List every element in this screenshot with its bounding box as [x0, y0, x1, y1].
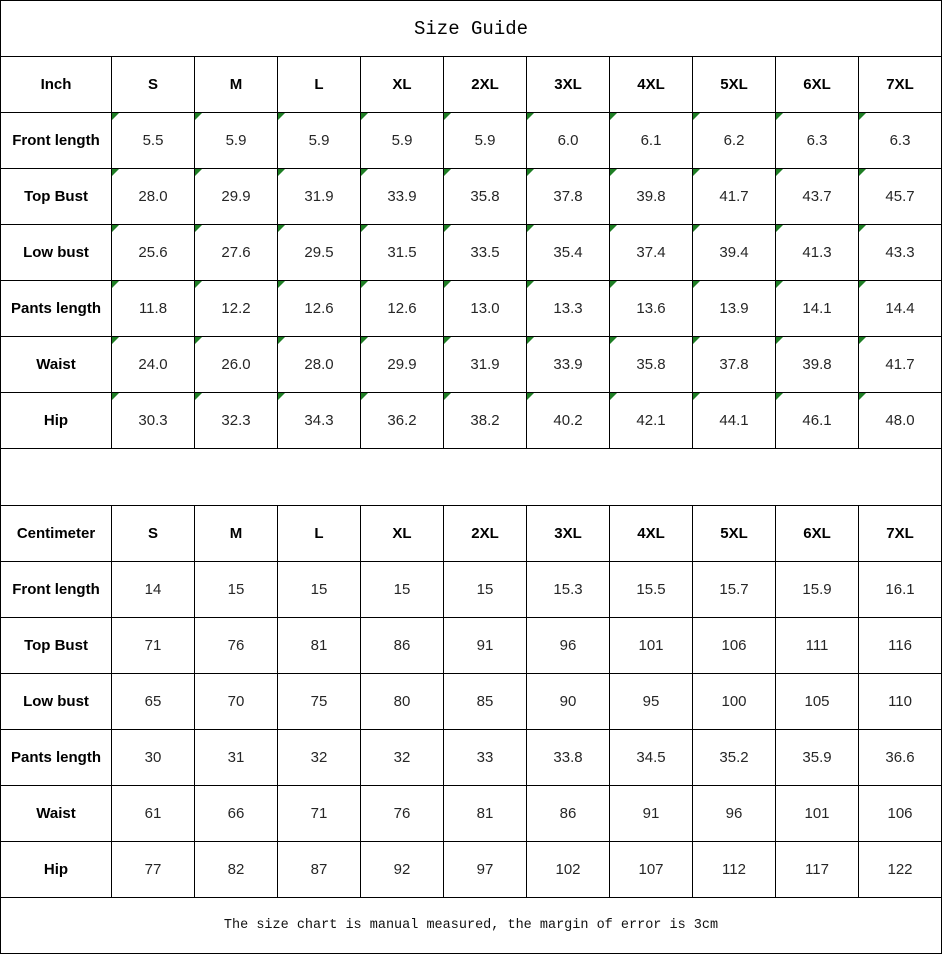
value-cell: 14.1	[776, 281, 859, 337]
value-cell: 81	[278, 618, 361, 674]
value-cell: 90	[527, 674, 610, 730]
value-cell: 87	[278, 842, 361, 898]
unit-header-cell: Centimeter	[1, 506, 112, 562]
cell-corner-marker-icon	[444, 393, 451, 400]
cell-corner-marker-icon	[610, 281, 617, 288]
cell-corner-marker-icon	[527, 225, 534, 232]
value-cell: 102	[527, 842, 610, 898]
value-cell: 37.8	[693, 337, 776, 393]
value-cell: 15.9	[776, 562, 859, 618]
size-column-header: 3XL	[527, 57, 610, 113]
size-column-header: 5XL	[693, 57, 776, 113]
size-column-header: S	[112, 506, 195, 562]
value-cell: 39.8	[776, 337, 859, 393]
value-cell: 15.7	[693, 562, 776, 618]
value-cell: 65	[112, 674, 195, 730]
cell-corner-marker-icon	[195, 337, 202, 344]
cell-corner-marker-icon	[361, 225, 368, 232]
cell-corner-marker-icon	[610, 113, 617, 120]
cell-corner-marker-icon	[693, 337, 700, 344]
cell-corner-marker-icon	[444, 169, 451, 176]
value-cell: 71	[112, 618, 195, 674]
value-cell: 36.6	[859, 730, 942, 786]
cell-corner-marker-icon	[527, 281, 534, 288]
value-cell: 5.9	[278, 113, 361, 169]
value-cell: 110	[859, 674, 942, 730]
value-cell: 33.8	[527, 730, 610, 786]
size-column-header: 5XL	[693, 506, 776, 562]
cell-corner-marker-icon	[361, 337, 368, 344]
value-cell: 33.9	[527, 337, 610, 393]
value-cell: 77	[112, 842, 195, 898]
value-cell: 40.2	[527, 393, 610, 449]
measurement-row	[1, 281, 942, 337]
value-cell: 91	[610, 786, 693, 842]
cell-corner-marker-icon	[278, 225, 285, 232]
size-column-header: 7XL	[859, 57, 942, 113]
value-cell: 107	[610, 842, 693, 898]
value-cell: 26.0	[195, 337, 278, 393]
value-cell: 96	[527, 618, 610, 674]
measurement-row	[1, 337, 942, 393]
row-label: Top Bust	[1, 618, 112, 674]
value-cell: 12.2	[195, 281, 278, 337]
value-cell: 43.7	[776, 169, 859, 225]
gap-section	[1, 449, 942, 506]
size-column-header: XL	[361, 506, 444, 562]
value-cell: 112	[693, 842, 776, 898]
value-cell: 92	[361, 842, 444, 898]
value-cell: 5.5	[112, 113, 195, 169]
cell-corner-marker-icon	[693, 393, 700, 400]
title-section	[1, 1, 942, 57]
cell-corner-marker-icon	[361, 169, 368, 176]
cell-corner-marker-icon	[859, 281, 866, 288]
value-cell: 122	[859, 842, 942, 898]
cell-corner-marker-icon	[527, 337, 534, 344]
value-cell: 15	[195, 562, 278, 618]
size-column-header: 4XL	[610, 506, 693, 562]
value-cell: 28.0	[278, 337, 361, 393]
row-label: Waist	[1, 337, 112, 393]
value-cell: 32	[278, 730, 361, 786]
value-cell: 6.3	[776, 113, 859, 169]
value-cell: 35.8	[610, 337, 693, 393]
size-column-header: XL	[361, 57, 444, 113]
value-cell: 32.3	[195, 393, 278, 449]
cell-corner-marker-icon	[859, 169, 866, 176]
value-cell: 101	[610, 618, 693, 674]
cell-corner-marker-icon	[776, 113, 783, 120]
measurement-row	[1, 393, 942, 449]
value-cell: 34.5	[610, 730, 693, 786]
value-cell: 75	[278, 674, 361, 730]
cell-corner-marker-icon	[361, 393, 368, 400]
cell-corner-marker-icon	[693, 169, 700, 176]
cell-corner-marker-icon	[112, 113, 119, 120]
cell-corner-marker-icon	[776, 225, 783, 232]
cell-corner-marker-icon	[776, 337, 783, 344]
cell-corner-marker-icon	[610, 337, 617, 344]
value-cell: 42.1	[610, 393, 693, 449]
size-column-header: 6XL	[776, 506, 859, 562]
value-cell: 61	[112, 786, 195, 842]
value-cell: 35.9	[776, 730, 859, 786]
cell-corner-marker-icon	[693, 113, 700, 120]
value-cell: 38.2	[444, 393, 527, 449]
footer-row	[1, 898, 942, 954]
row-label: Hip	[1, 393, 112, 449]
measurement-row	[1, 225, 942, 281]
value-cell: 46.1	[776, 393, 859, 449]
value-cell: 76	[195, 618, 278, 674]
value-cell: 12.6	[278, 281, 361, 337]
value-cell: 14	[112, 562, 195, 618]
value-cell: 30	[112, 730, 195, 786]
value-cell: 106	[693, 618, 776, 674]
cell-corner-marker-icon	[859, 393, 866, 400]
value-cell: 41.7	[693, 169, 776, 225]
cell-corner-marker-icon	[693, 281, 700, 288]
value-cell: 86	[527, 786, 610, 842]
value-cell: 70	[195, 674, 278, 730]
size-header-row	[1, 506, 942, 562]
cell-corner-marker-icon	[361, 113, 368, 120]
value-cell: 35.8	[444, 169, 527, 225]
value-cell: 25.6	[112, 225, 195, 281]
value-cell: 28.0	[112, 169, 195, 225]
size-column-header: 3XL	[527, 506, 610, 562]
value-cell: 31.9	[278, 169, 361, 225]
measurement-row	[1, 786, 942, 842]
value-cell: 5.9	[361, 113, 444, 169]
measurement-row	[1, 113, 942, 169]
value-cell: 15.3	[527, 562, 610, 618]
cell-corner-marker-icon	[278, 281, 285, 288]
cell-corner-marker-icon	[444, 337, 451, 344]
value-cell: 34.3	[278, 393, 361, 449]
cell-corner-marker-icon	[361, 281, 368, 288]
cell-corner-marker-icon	[859, 225, 866, 232]
cell-corner-marker-icon	[776, 281, 783, 288]
value-cell: 15	[278, 562, 361, 618]
value-cell: 6.1	[610, 113, 693, 169]
value-cell: 117	[776, 842, 859, 898]
cell-corner-marker-icon	[112, 337, 119, 344]
value-cell: 85	[444, 674, 527, 730]
value-cell: 13.6	[610, 281, 693, 337]
value-cell: 43.3	[859, 225, 942, 281]
cell-corner-marker-icon	[195, 393, 202, 400]
value-cell: 13.0	[444, 281, 527, 337]
value-cell: 11.8	[112, 281, 195, 337]
cell-corner-marker-icon	[527, 113, 534, 120]
cell-corner-marker-icon	[278, 169, 285, 176]
value-cell: 16.1	[859, 562, 942, 618]
row-label: Top Bust	[1, 169, 112, 225]
measurement-row	[1, 730, 942, 786]
cell-corner-marker-icon	[610, 393, 617, 400]
value-cell: 37.8	[527, 169, 610, 225]
value-cell: 71	[278, 786, 361, 842]
cell-corner-marker-icon	[693, 225, 700, 232]
cell-corner-marker-icon	[610, 169, 617, 176]
size-column-header: M	[195, 506, 278, 562]
footer-section	[1, 898, 942, 954]
size-column-header: L	[278, 506, 361, 562]
cell-corner-marker-icon	[444, 281, 451, 288]
value-cell: 33	[444, 730, 527, 786]
value-cell: 13.9	[693, 281, 776, 337]
value-cell: 29.5	[278, 225, 361, 281]
cell-corner-marker-icon	[527, 169, 534, 176]
value-cell: 66	[195, 786, 278, 842]
value-cell: 29.9	[361, 337, 444, 393]
value-cell: 12.6	[361, 281, 444, 337]
measurement-row	[1, 618, 942, 674]
cell-corner-marker-icon	[112, 393, 119, 400]
measurement-row	[1, 674, 942, 730]
cell-corner-marker-icon	[195, 225, 202, 232]
value-cell: 32	[361, 730, 444, 786]
row-label: Front length	[1, 562, 112, 618]
value-cell: 80	[361, 674, 444, 730]
size-column-header: 2XL	[444, 57, 527, 113]
size-column-header: 4XL	[610, 57, 693, 113]
value-cell: 24.0	[112, 337, 195, 393]
cell-corner-marker-icon	[278, 113, 285, 120]
size-column-header: M	[195, 57, 278, 113]
value-cell: 91	[444, 618, 527, 674]
value-cell: 41.7	[859, 337, 942, 393]
value-cell: 111	[776, 618, 859, 674]
value-cell: 39.4	[693, 225, 776, 281]
value-cell: 36.2	[361, 393, 444, 449]
value-cell: 45.7	[859, 169, 942, 225]
row-label: Pants length	[1, 730, 112, 786]
inch-table-body	[1, 57, 942, 449]
value-cell: 30.3	[112, 393, 195, 449]
value-cell: 100	[693, 674, 776, 730]
title-row	[1, 1, 942, 57]
spacer-cell	[1, 449, 942, 506]
cell-corner-marker-icon	[610, 225, 617, 232]
value-cell: 35.4	[527, 225, 610, 281]
value-cell: 105	[776, 674, 859, 730]
value-cell: 37.4	[610, 225, 693, 281]
size-header-row	[1, 57, 942, 113]
centimeter-table-body	[1, 506, 942, 898]
value-cell: 41.3	[776, 225, 859, 281]
cell-corner-marker-icon	[776, 393, 783, 400]
cell-corner-marker-icon	[527, 393, 534, 400]
row-label: Waist	[1, 786, 112, 842]
page-title: Size Guide	[1, 1, 942, 57]
value-cell: 33.5	[444, 225, 527, 281]
value-cell: 14.4	[859, 281, 942, 337]
value-cell: 6.3	[859, 113, 942, 169]
value-cell: 96	[693, 786, 776, 842]
cell-corner-marker-icon	[195, 169, 202, 176]
value-cell: 44.1	[693, 393, 776, 449]
cell-corner-marker-icon	[859, 337, 866, 344]
value-cell: 5.9	[444, 113, 527, 169]
value-cell: 86	[361, 618, 444, 674]
value-cell: 82	[195, 842, 278, 898]
row-label: Front length	[1, 113, 112, 169]
cell-corner-marker-icon	[112, 225, 119, 232]
value-cell: 6.0	[527, 113, 610, 169]
value-cell: 15.5	[610, 562, 693, 618]
value-cell: 6.2	[693, 113, 776, 169]
cell-corner-marker-icon	[278, 393, 285, 400]
measurement-row	[1, 169, 942, 225]
cell-corner-marker-icon	[112, 169, 119, 176]
value-cell: 15	[361, 562, 444, 618]
row-label: Pants length	[1, 281, 112, 337]
value-cell: 76	[361, 786, 444, 842]
row-label: Hip	[1, 842, 112, 898]
size-column-header: 7XL	[859, 506, 942, 562]
measurement-row	[1, 562, 942, 618]
row-label: Low bust	[1, 225, 112, 281]
cell-corner-marker-icon	[776, 169, 783, 176]
unit-header-cell: Inch	[1, 57, 112, 113]
cell-corner-marker-icon	[112, 281, 119, 288]
value-cell: 5.9	[195, 113, 278, 169]
value-cell: 31.9	[444, 337, 527, 393]
value-cell: 101	[776, 786, 859, 842]
value-cell: 29.9	[195, 169, 278, 225]
value-cell: 106	[859, 786, 942, 842]
cell-corner-marker-icon	[195, 281, 202, 288]
value-cell: 33.9	[361, 169, 444, 225]
cell-corner-marker-icon	[195, 113, 202, 120]
size-column-header: 2XL	[444, 506, 527, 562]
cell-corner-marker-icon	[444, 113, 451, 120]
value-cell: 13.3	[527, 281, 610, 337]
value-cell: 97	[444, 842, 527, 898]
cell-corner-marker-icon	[444, 225, 451, 232]
value-cell: 35.2	[693, 730, 776, 786]
value-cell: 48.0	[859, 393, 942, 449]
footer-note: The size chart is manual measured, the margin of error is 3cm	[1, 898, 942, 954]
cell-corner-marker-icon	[859, 113, 866, 120]
value-cell: 95	[610, 674, 693, 730]
measurement-row	[1, 842, 942, 898]
row-label: Low bust	[1, 674, 112, 730]
size-column-header: 6XL	[776, 57, 859, 113]
value-cell: 116	[859, 618, 942, 674]
size-column-header: L	[278, 57, 361, 113]
size-column-header: S	[112, 57, 195, 113]
value-cell: 31.5	[361, 225, 444, 281]
spacer-row	[1, 449, 942, 506]
value-cell: 39.8	[610, 169, 693, 225]
value-cell: 15	[444, 562, 527, 618]
value-cell: 81	[444, 786, 527, 842]
value-cell: 31	[195, 730, 278, 786]
value-cell: 27.6	[195, 225, 278, 281]
cell-corner-marker-icon	[278, 337, 285, 344]
